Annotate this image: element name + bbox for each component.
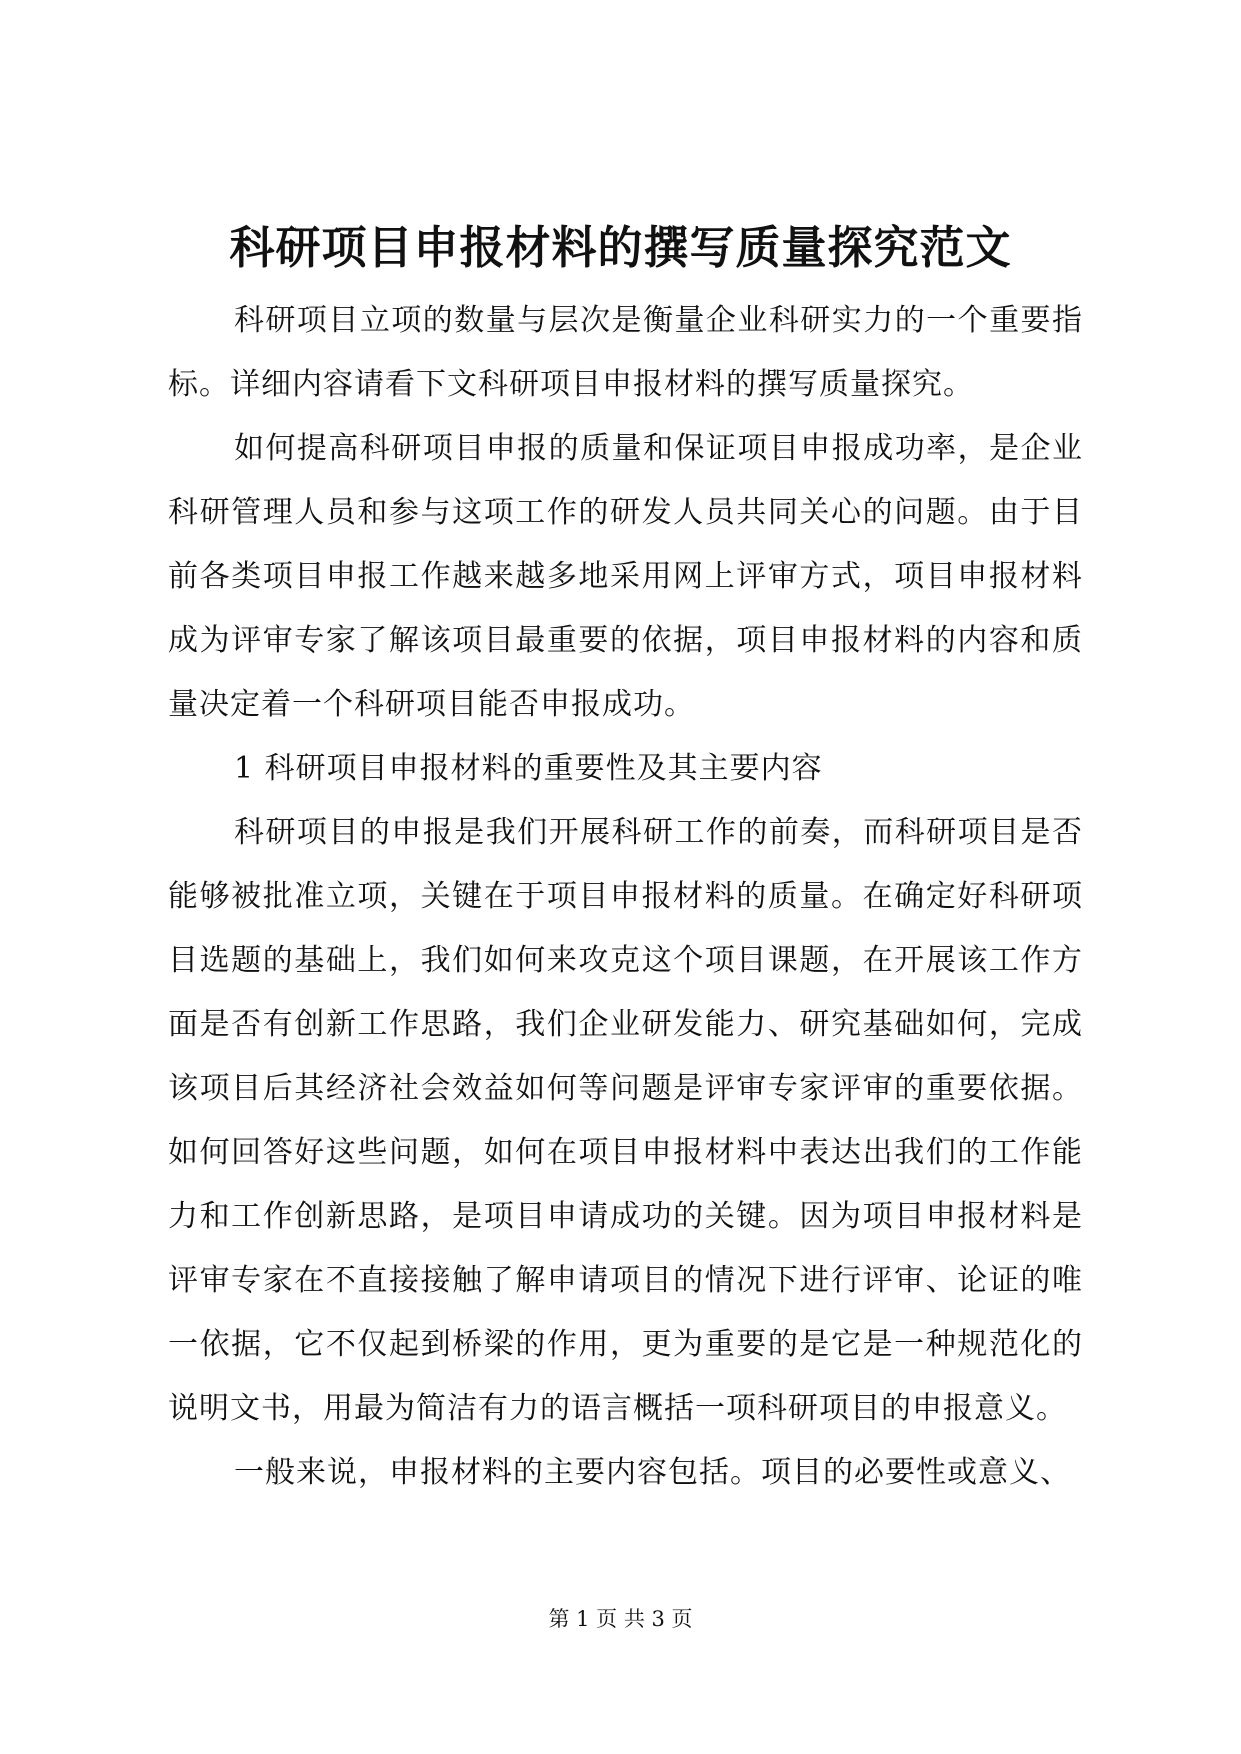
document-body xyxy=(168,289,1083,1505)
paragraph-intro: 科研项目立项的数量与层次是衡量企业科研实力的一个重要指标。详细内容请看下文科研项目申报材料的撰写质量探究。 xyxy=(168,303,1083,402)
page-number-footer: 第 1 页 共 3 页 xyxy=(548,1607,693,1631)
paragraph-contents: 一般来说，申报材料的主要内容包括。项目的必要性或意义、 xyxy=(234,1455,1071,1490)
document-title: 科研项目申报材料的撰写质量探究范文 xyxy=(229,221,1012,274)
paragraph-background: 如何提高科研项目申报的质量和保证项目申报成功率，是企业科研管理人员和参与这项工作的研发人员共同关心的问题。由于目前各类项目申报工作越来越多地采用网上评审方式，项目申报材料成为评审专家了解该项目最重要的依据，项目申报材料的内容和质量决定着一个科研项目能否申报成功。 xyxy=(168,431,1083,722)
paragraph-importance: 科研项目的申报是我们开展科研工作的前奏，而科研项目是否能够被批准立项，关键在于项目申报材料的质量。在确定好科研项目选题的基础上，我们如何来攻克这个项目课题，在开展该工作方面是否有创新工作思路，我们企业研发能力、研究基础如何，完成该项目后其经济社会效益如何等问题是评审专家评审的重要依据。如何回答好这些问题，如何在项目申报材料中表达出我们的工作能力和工作创新思路，是项目申请成功的关键。因为项目申报材料是评审专家在不直接接触了解申请项目的情况下进行评审、论证的唯一依据，它不仅起到桥梁的作用，更为重要的是它是一种规范化的说明文书，用最为简洁有力的语言概括一项科研项目的申报意义。 xyxy=(168,815,1083,1426)
section-heading: 1 科研项目申报材料的重要性及其主要内容 xyxy=(234,751,823,786)
